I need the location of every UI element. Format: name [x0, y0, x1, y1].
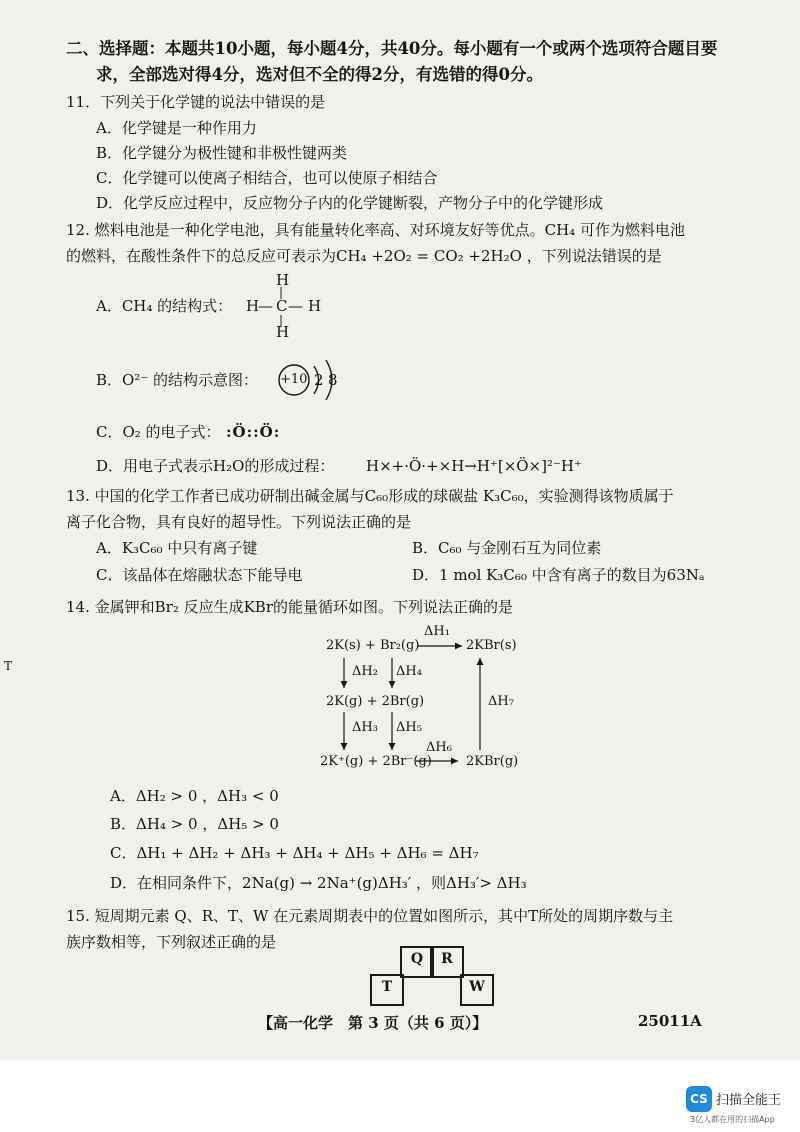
q11-option-b: B．化学键分为极性键和非极性键两类 — [96, 144, 348, 162]
q13-stem-line1: 13. 中国的化学工作者已成功研制出碱金属与C₆₀形成的球碳盐 K₃C₆₀，实验测得该物质属于 — [66, 487, 674, 505]
q12-option-b-label: B．O²⁻ 的结构示意图： — [96, 371, 259, 389]
q14-stem: 14. 金属钾和Br₂ 反应生成KBr的能量循环如图。下列说法正确的是 — [66, 598, 513, 616]
q14-option-c: C．ΔH₁ + ΔH₂ + ΔH₃ + ΔH₄ + ΔH₅ + ΔH₆ = ΔH₇ — [110, 844, 479, 862]
section-header-line2: 求，全部选对得4分，选对但不全的得2分，有选错的得0分。 — [96, 65, 543, 84]
q14-option-a: A．ΔH₂ > 0 ，ΔH₃ < 0 — [110, 787, 279, 805]
q13-option-d: D．1 mol K₃C₆₀ 中含有离子的数目为63Nₐ — [412, 566, 705, 584]
scan-bottom-margin — [0, 1060, 800, 1132]
label-dh6: ΔH₆ — [426, 740, 452, 755]
cycle-product-gas: 2KBr(g) — [466, 754, 519, 769]
ch4-h-top: H — [276, 271, 290, 289]
label-dh3: ΔH₃ — [352, 720, 378, 735]
ch4-bond-top: | — [279, 285, 284, 299]
camscanner-logo-icon: CS — [686, 1086, 712, 1112]
shell-1-electrons: 2 — [314, 371, 324, 389]
q12-option-a-label: A．CH₄ 的结构式： — [96, 297, 233, 315]
q12-option-d-label: D．用电子式表示H₂O的形成过程： — [96, 457, 335, 475]
q15-stem-line1: 15. 短周期元素 Q、R、T、W 在元素周期表中的位置如图所示，其中T所处的周期序数与主 — [66, 907, 674, 925]
watermark-name: 扫描全能王 — [716, 1093, 782, 1108]
q15-stem-line2: 族序数相等，下列叙述正确的是 — [66, 933, 277, 951]
cell-gap — [400, 974, 460, 1002]
ch4-bond-left: — — [258, 297, 273, 315]
q11-option-a: A．化学键是一种作用力 — [96, 119, 257, 137]
page-footer: 【高一化学 第 3 页（共 6 页）】 — [258, 1014, 488, 1032]
ch4-bond-right: — — [288, 297, 303, 315]
shell-2-electrons: 8 — [328, 371, 338, 389]
q14-option-d: D．在相同条件下，2Na(g) → 2Na⁺(g)ΔH₃′ ，则ΔH₃′> ΔH₃ — [110, 874, 527, 892]
q13-option-b: B．C₆₀ 与金刚石互为同位素 — [412, 539, 602, 557]
ch4-h-bottom: H — [276, 323, 290, 341]
label-dh4: ΔH₄ — [396, 664, 422, 679]
q11-stem: 11．下列关于化学键的说法中错误的是 — [66, 93, 326, 111]
cycle-product-solid: 2KBr(s) — [466, 638, 517, 653]
label-t: T — [381, 979, 393, 995]
label-w: W — [469, 979, 485, 995]
h2o-formation-formula: H×+·Ö·+×H→H⁺[×Ö×]²⁻H⁺ — [366, 457, 582, 475]
label-dh5: ΔH₅ — [396, 720, 422, 735]
q11-option-d: D．化学反应过程中，反应物分子内的化学键断裂，产物分子中的化学键形成 — [96, 194, 604, 212]
cycle-reactants: 2K(s) + Br₂(g) — [326, 638, 420, 653]
q13-stem-line2: 离子化合物，具有良好的超导性。下列说法正确的是 — [66, 513, 412, 531]
ch4-bond-bottom: | — [279, 313, 284, 327]
q12-option-c-label: C．O₂ 的电子式： — [96, 423, 221, 441]
q13-option-a: A．K₃C₆₀ 中只有离子键 — [96, 539, 258, 557]
label-q: Q — [410, 951, 424, 967]
ch4-c: C — [276, 297, 288, 315]
nucleus-charge: +10 — [280, 372, 308, 387]
label-r: R — [441, 951, 453, 967]
q13-option-c: C．该晶体在熔融状态下能导电 — [96, 566, 303, 584]
paper-code: 25011A — [638, 1012, 702, 1030]
ch4-h-right: H — [308, 297, 322, 315]
margin-mark: T — [4, 659, 13, 673]
label-dh2: ΔH₂ — [352, 664, 378, 679]
label-dh7: ΔH₇ — [488, 694, 514, 709]
q12-stem-line2: 的燃料，在酸性条件下的总反应可表示为CH₄ +2O₂ = CO₂ +2H₂O ，下列说法错误的是 — [66, 247, 662, 265]
label-dh1: ΔH₁ — [424, 624, 450, 639]
q14-option-b: B．ΔH₄ > 0 ，ΔH₅ > 0 — [110, 815, 279, 833]
o2-electron-formula: :Ö::Ö: — [226, 423, 281, 441]
watermark-tagline: 3亿人都在用的扫描App — [690, 1115, 775, 1124]
ch4-h-left: H — [246, 297, 260, 315]
cycle-gas-ions: 2K⁺(g) + 2Br⁻(g) — [320, 754, 432, 769]
section-header-line1: 二、选择题：本题共10小题，每小题4分，共40分。每小题有一个或两个选项符合题目要 — [66, 39, 718, 58]
q11-option-c: C．化学键可以使离子相结合，也可以使原子相结合 — [96, 169, 438, 187]
cycle-gas-atoms: 2K(g) + 2Br(g) — [326, 694, 425, 709]
q12-stem-line1: 12. 燃料电池是一种化学电池，具有能量转化率高、对环境友好等优点。CH₄ 可作为燃料电池 — [66, 221, 685, 239]
